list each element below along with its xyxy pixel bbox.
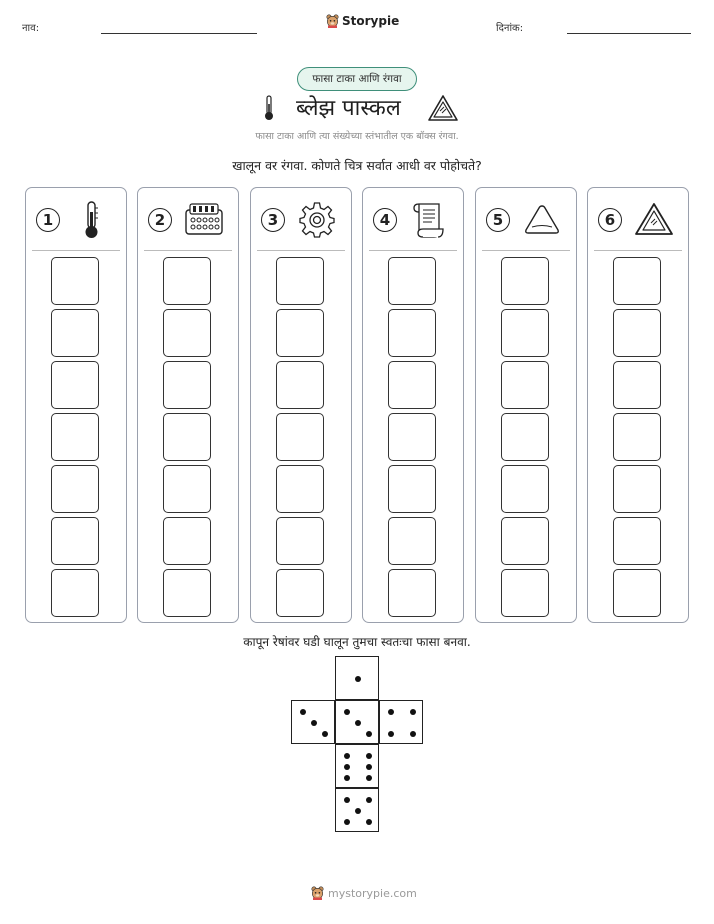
color-box[interactable] <box>388 413 436 461</box>
dice-dot <box>322 731 328 737</box>
dice-dot <box>311 720 317 726</box>
color-box[interactable] <box>501 361 549 409</box>
color-box[interactable] <box>276 361 324 409</box>
color-box[interactable] <box>501 569 549 617</box>
color-box[interactable] <box>276 465 324 513</box>
dice-dot <box>344 764 350 770</box>
bear-mascot-icon <box>326 14 339 28</box>
color-box[interactable] <box>163 361 211 409</box>
dice-face-3 <box>291 700 335 744</box>
color-box[interactable] <box>388 517 436 565</box>
color-box[interactable] <box>613 465 661 513</box>
dice-dot <box>388 709 394 715</box>
scroll-icon <box>407 200 451 240</box>
dice-face-4 <box>379 700 423 744</box>
column-2 <box>137 187 239 623</box>
dice-face-5 <box>335 700 379 744</box>
column-divider <box>144 250 232 251</box>
color-box[interactable] <box>51 257 99 305</box>
dice-face-6 <box>335 744 379 788</box>
column-4 <box>362 187 464 623</box>
bear-mascot-icon <box>311 886 324 900</box>
color-box[interactable] <box>51 465 99 513</box>
brand-name: Storypie <box>342 14 400 28</box>
color-box[interactable] <box>163 465 211 513</box>
color-box[interactable] <box>613 361 661 409</box>
brand-logo <box>326 14 399 28</box>
name-label: नाव: <box>22 23 40 34</box>
color-box[interactable] <box>276 569 324 617</box>
dice-dot <box>388 731 394 737</box>
column-divider <box>369 250 457 251</box>
dice-dot <box>366 753 372 759</box>
column-6 <box>587 187 689 623</box>
color-box[interactable] <box>163 309 211 357</box>
color-box[interactable] <box>501 517 549 565</box>
dice-dot <box>344 775 350 781</box>
color-box[interactable] <box>501 257 549 305</box>
color-box[interactable] <box>613 517 661 565</box>
color-box[interactable] <box>388 569 436 617</box>
color-box[interactable] <box>51 413 99 461</box>
page-title: ब्लेझ पास्कल <box>296 96 401 121</box>
column-3 <box>250 187 352 623</box>
column-number: 6 <box>598 208 622 232</box>
dice-dot <box>366 819 372 825</box>
color-box[interactable] <box>613 569 661 617</box>
date-line[interactable] <box>567 33 691 34</box>
footer-url[interactable]: mystorypie.com <box>328 886 417 900</box>
color-box[interactable] <box>613 257 661 305</box>
dice-dot <box>344 753 350 759</box>
dice-dot <box>355 808 361 814</box>
dice-face-1 <box>335 656 379 700</box>
color-box[interactable] <box>51 309 99 357</box>
column-divider <box>482 250 570 251</box>
triangle-icon <box>520 200 564 240</box>
column-number: 2 <box>148 208 172 232</box>
footer <box>311 886 417 900</box>
color-box[interactable] <box>163 569 211 617</box>
column-divider <box>32 250 120 251</box>
color-box[interactable] <box>163 413 211 461</box>
triangle-warning-icon <box>632 200 676 240</box>
dice-dot <box>410 709 416 715</box>
color-box[interactable] <box>163 517 211 565</box>
column-number: 3 <box>261 208 285 232</box>
dice-dot <box>344 819 350 825</box>
dice-dot <box>355 676 361 682</box>
activity-badge: फासा टाका आणि रंगवा <box>297 67 417 91</box>
date-label: दिनांक: <box>496 23 524 34</box>
color-box[interactable] <box>501 465 549 513</box>
triangle-warning-icon <box>427 94 459 122</box>
dice-dot <box>366 797 372 803</box>
column-number: 1 <box>36 208 60 232</box>
column-number: 5 <box>486 208 510 232</box>
thermometer-icon <box>262 94 276 122</box>
thermometer-icon <box>70 200 114 240</box>
column-5 <box>475 187 577 623</box>
color-box[interactable] <box>501 413 549 461</box>
column-number: 4 <box>373 208 397 232</box>
dice-dot <box>366 775 372 781</box>
dice-face-5b <box>335 788 379 832</box>
instruction: खालून वर रंगवा. कोणते चित्र सर्वात आधी वर पोहोचते? <box>232 158 482 173</box>
color-box[interactable] <box>51 569 99 617</box>
color-box[interactable] <box>388 465 436 513</box>
color-box[interactable] <box>501 309 549 357</box>
column-divider <box>257 250 345 251</box>
color-box[interactable] <box>276 413 324 461</box>
color-box[interactable] <box>51 361 99 409</box>
color-box[interactable] <box>51 517 99 565</box>
color-box[interactable] <box>388 309 436 357</box>
subtitle: फासा टाका आणि त्या संख्येच्या स्तंभातील एक बॉक्स रंगवा. <box>255 131 459 142</box>
dice-dot <box>366 764 372 770</box>
color-box[interactable] <box>276 517 324 565</box>
color-box[interactable] <box>163 257 211 305</box>
gear-icon <box>295 200 339 240</box>
dice-dot <box>410 731 416 737</box>
color-box[interactable] <box>276 257 324 305</box>
color-box[interactable] <box>388 257 436 305</box>
calculator-machine-icon <box>182 200 226 240</box>
color-box[interactable] <box>613 413 661 461</box>
dice-dot <box>366 731 372 737</box>
dice-dot <box>344 709 350 715</box>
color-box[interactable] <box>276 309 324 357</box>
name-line[interactable] <box>101 33 257 34</box>
dice-dot <box>355 720 361 726</box>
title-row <box>0 92 714 122</box>
cut-instruction: कापून रेषांवर घडी घालून तुमचा स्वतःचा फासा बनवा. <box>243 635 471 649</box>
dice-dot <box>300 709 306 715</box>
column-divider <box>594 250 682 251</box>
color-box[interactable] <box>613 309 661 357</box>
column-1 <box>25 187 127 623</box>
dice-dot <box>344 797 350 803</box>
color-box[interactable] <box>388 361 436 409</box>
